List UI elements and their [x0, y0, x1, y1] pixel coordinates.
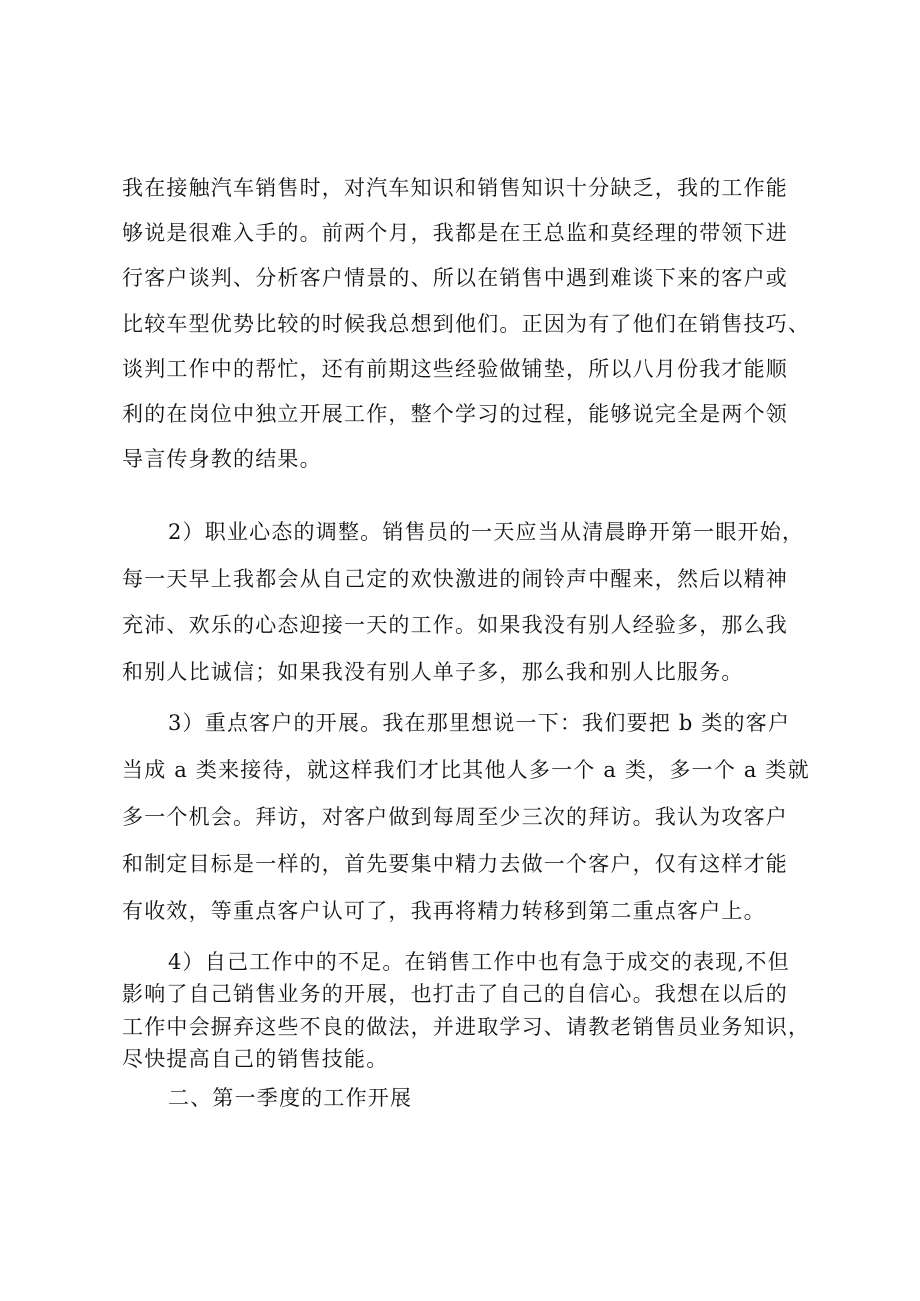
- paragraph-line: 3）重点客户的开展。我在那里想说一下：我们要把 b 类的客户: [168, 711, 791, 735]
- paragraph-line: 影响了自己销售业务的开展，也打击了自己的自信心。我想在以后的: [122, 982, 788, 1007]
- paragraph-2: [122, 509, 842, 695]
- paragraph-4: [122, 946, 842, 1075]
- paragraph-line: 和制定目标是一样的，首先要集中精力去做一个客户，仅有这样才能: [122, 852, 788, 876]
- paragraph-line: 当成 a 类来接待，就这样我们才比其他人多一个 a 类，多一个 a 类就: [122, 758, 810, 782]
- paragraph-line: 够说是很难入手的。前两个月，我都是在王总监和莫经理的带领下进: [122, 221, 788, 246]
- paragraph-line: 多一个机会。拜访，对客户做到每周至少三次的拜访。我认为攻客户: [122, 805, 788, 829]
- section-heading-text: 二、第一季度的工作开展: [168, 1086, 413, 1110]
- paragraph-line: 我在接触汽车销售时，对汽车知识和销售知识十分缺乏，我的工作能: [122, 176, 788, 200]
- paragraph-line: 4）自己工作中的不足。在销售工作中也有急于成交的表现,不但: [168, 950, 790, 974]
- paragraph-line: 每一天早上我都会从自己定的欢快激进的闹铃声中醒来，然后以精神: [122, 566, 788, 591]
- paragraph-line: 利的在岗位中独立开展工作，整个学习的过程，能够说完全是两个领: [122, 402, 788, 427]
- section-heading: [122, 1082, 842, 1114]
- paragraph-1: [122, 166, 842, 482]
- paragraph-line: 比较车型优势比较的时候我总想到他们。正因为有了他们在销售技巧、: [122, 311, 811, 336]
- paragraph-line: 2）职业心态的调整。销售员的一天应当从清晨睁开第一眼开始，: [168, 520, 805, 544]
- paragraph-line: 导言传身教的结果。: [122, 447, 322, 472]
- paragraph-line: 和别人比诚信；如果我没有别人单子多，那么我和别人比服务。: [122, 659, 744, 684]
- paragraph-line: 谈判工作中的帮忙，还有前期这些经验做铺垫，所以八月份我才能顺: [122, 356, 788, 381]
- paragraph-line: 有收效，等重点客户认可了，我再将精力转移到第二重点客户上。: [122, 899, 766, 923]
- paragraph-line: 尽快提高自己的销售技能。: [122, 1046, 389, 1071]
- paragraph-line: 工作中会摒弃这些不良的做法，并进取学习、请教老销售员业务知识，: [122, 1014, 811, 1039]
- paragraph-line: 行客户谈判、分析客户情景的、所以在销售中遇到难谈下来的客户或: [122, 266, 788, 291]
- paragraph-line: 充沛、欢乐的心态迎接一天的工作。如果我没有别人经验多，那么我: [122, 613, 788, 638]
- paragraph-3: [122, 700, 842, 935]
